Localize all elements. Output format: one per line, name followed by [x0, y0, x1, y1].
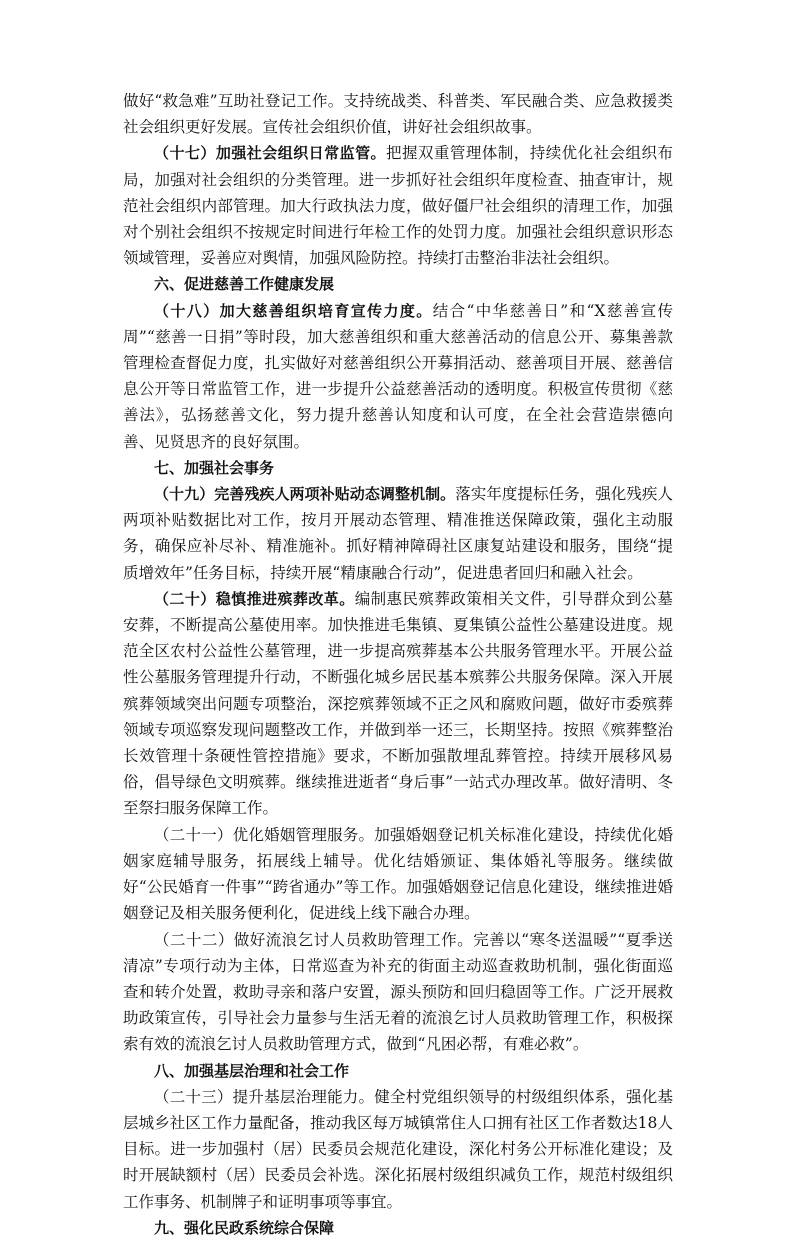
paragraph-23: （二十三）提升基层治理能力。健全村党组织领导的村级组织体系，强化基层城乡社区工作力量配备，推动我区每万城镇常住人口拥有社区工作者数达18人目标。进一步加强村（居）民委员会规范化建设，深化村务公开标准化建设；及时开展缺额村（居）民委员会补选。深化拓展村级组织减负工作，规范村级组织工作事务、机制牌子和证明事项等事宜。 [123, 1087, 673, 1211]
paragraph-19 [123, 481, 673, 586]
paragraph-body: 落实年度提标任务，强化残疾人两项补贴数据比对工作，按月开展动态管理、精准推送保障政策，强化主动服务，确保应补尽补、精准施补。抓好精神障碍社区康复站建设和服务，围绕“提质增效年”任务目标，持续开展“精康融合行动”，促进患者回归和融入社会。 [123, 485, 673, 582]
paragraph-body: 结合“中华慈善日”和“X慈善宣传周”“慈善一日捐”等时段，加大慈善组织和重大慈善活动的信息公开、募集善款管理检查督促力度，扎实做好对慈善组织公开募捐活动、慈善项目开展、慈善信息公开等日常监管工作，进一步提升公益慈善活动的透明度。积极宣传贯彻《慈善法》，弘扬慈善文化，努力提升慈善认知度和认可度，在全社会营造崇德向善、见贤思齐的良好氛围。 [123, 301, 673, 451]
paragraph-body: 编制惠民殡葬政策相关文件，引导群众到公墓安葬，不断提高公墓使用率。加快推进毛集镇、夏集镇公益性公墓建设进度。规范全区农村公益性公墓管理，进一步提高殡葬基本公共服务管理水平。开展公益性公墓服务管理提升行动，不断强化城乡居民基本殡葬公共服务保障。深入开展殡葬领域突出问题专项整治，深挖殡葬领域不正之风和腐败问题，做好市委殡葬领域专项巡察发现问题整改工作，并做到举一还三，长期坚持。按照《殡葬整治长效管理十条硬性管控措施》要求，不断加强散埋乱葬管控。持续开展移风易俗，倡导绿色文明殡葬。继续推进逝者“身后事”一站式办理改革。做好清明、冬至祭扫服务保障工作。 [123, 589, 673, 818]
paragraph-lead: （二十）稳慎推进殡葬改革。 [154, 589, 355, 608]
paragraph-lead: （十八）加大慈善组织培育宣传力度。 [154, 301, 433, 320]
paragraph-20 [123, 586, 673, 822]
document-page [123, 88, 673, 1241]
section-heading-6: 六、促进慈善工作健康发展 [154, 275, 335, 294]
paragraph-lead: （十九）完善残疾人两项补贴动态调整机制。 [154, 485, 456, 504]
paragraph-body: 做好“救急难”互助社登记工作。支持统战类、科普类、军民融合类、应急救援类社会组织更好发展。宣传社会组织价值，讲好社会组织故事。 [123, 92, 673, 137]
section-heading-9: 九、强化民政系统综合保障 [154, 1218, 335, 1237]
paragraph-body: 把握双重管理体制，持续优化社会组织布局，加强对社会组织的分类管理。进一步抓好社会组织年度检查、抽查审计，规范社会组织内部管理。加大行政执法力度，做好僵尸社会组织的清理工作，加强对个别社会组织不按规定时间进行年检工作的处罚力度。加强社会组织意识形态领域管理，妥善应对舆情，加强风险防控。持续打击整治非法社会组织。 [123, 144, 673, 268]
paragraph-18 [123, 298, 673, 455]
paragraph-17 [123, 140, 673, 271]
paragraph-21: （二十一）优化婚姻管理服务。加强婚姻登记机关标准化建设，持续优化婚姻家庭辅导服务，拓展线上辅导。优化结婚颁证、集体婚礼等服务。继续做好“公民婚育一件事”“跨省通办”等工作。加强婚姻登记信息化建设，继续推进婚姻登记及相关服务便利化，促进线上线下融合办理。 [123, 825, 673, 923]
section-heading-8: 八、加强基层治理和社会工作 [154, 1061, 350, 1080]
paragraph-22: （二十二）做好流浪乞讨人员救助管理工作。完善以“寒冬送温暖”“夏季送清凉”专项行动为主体，日常巡查为补充的街面主动巡查救助机制，强化街面巡查和转介处置，救助寻亲和落户安置，源头预防和回归稳固等工作。广泛开展救助政策宣传，引导社会力量参与生活无着的流浪乞讨人员救助管理工作，积极探索有效的流浪乞讨人员救助管理方式，做到“凡困必帮，有难必救”。 [123, 930, 673, 1054]
section-heading-7: 七、加强社会事务 [154, 458, 275, 477]
paragraph-intro [123, 88, 673, 140]
paragraph-lead: （十七）加强社会组织日常监管。 [154, 144, 387, 163]
